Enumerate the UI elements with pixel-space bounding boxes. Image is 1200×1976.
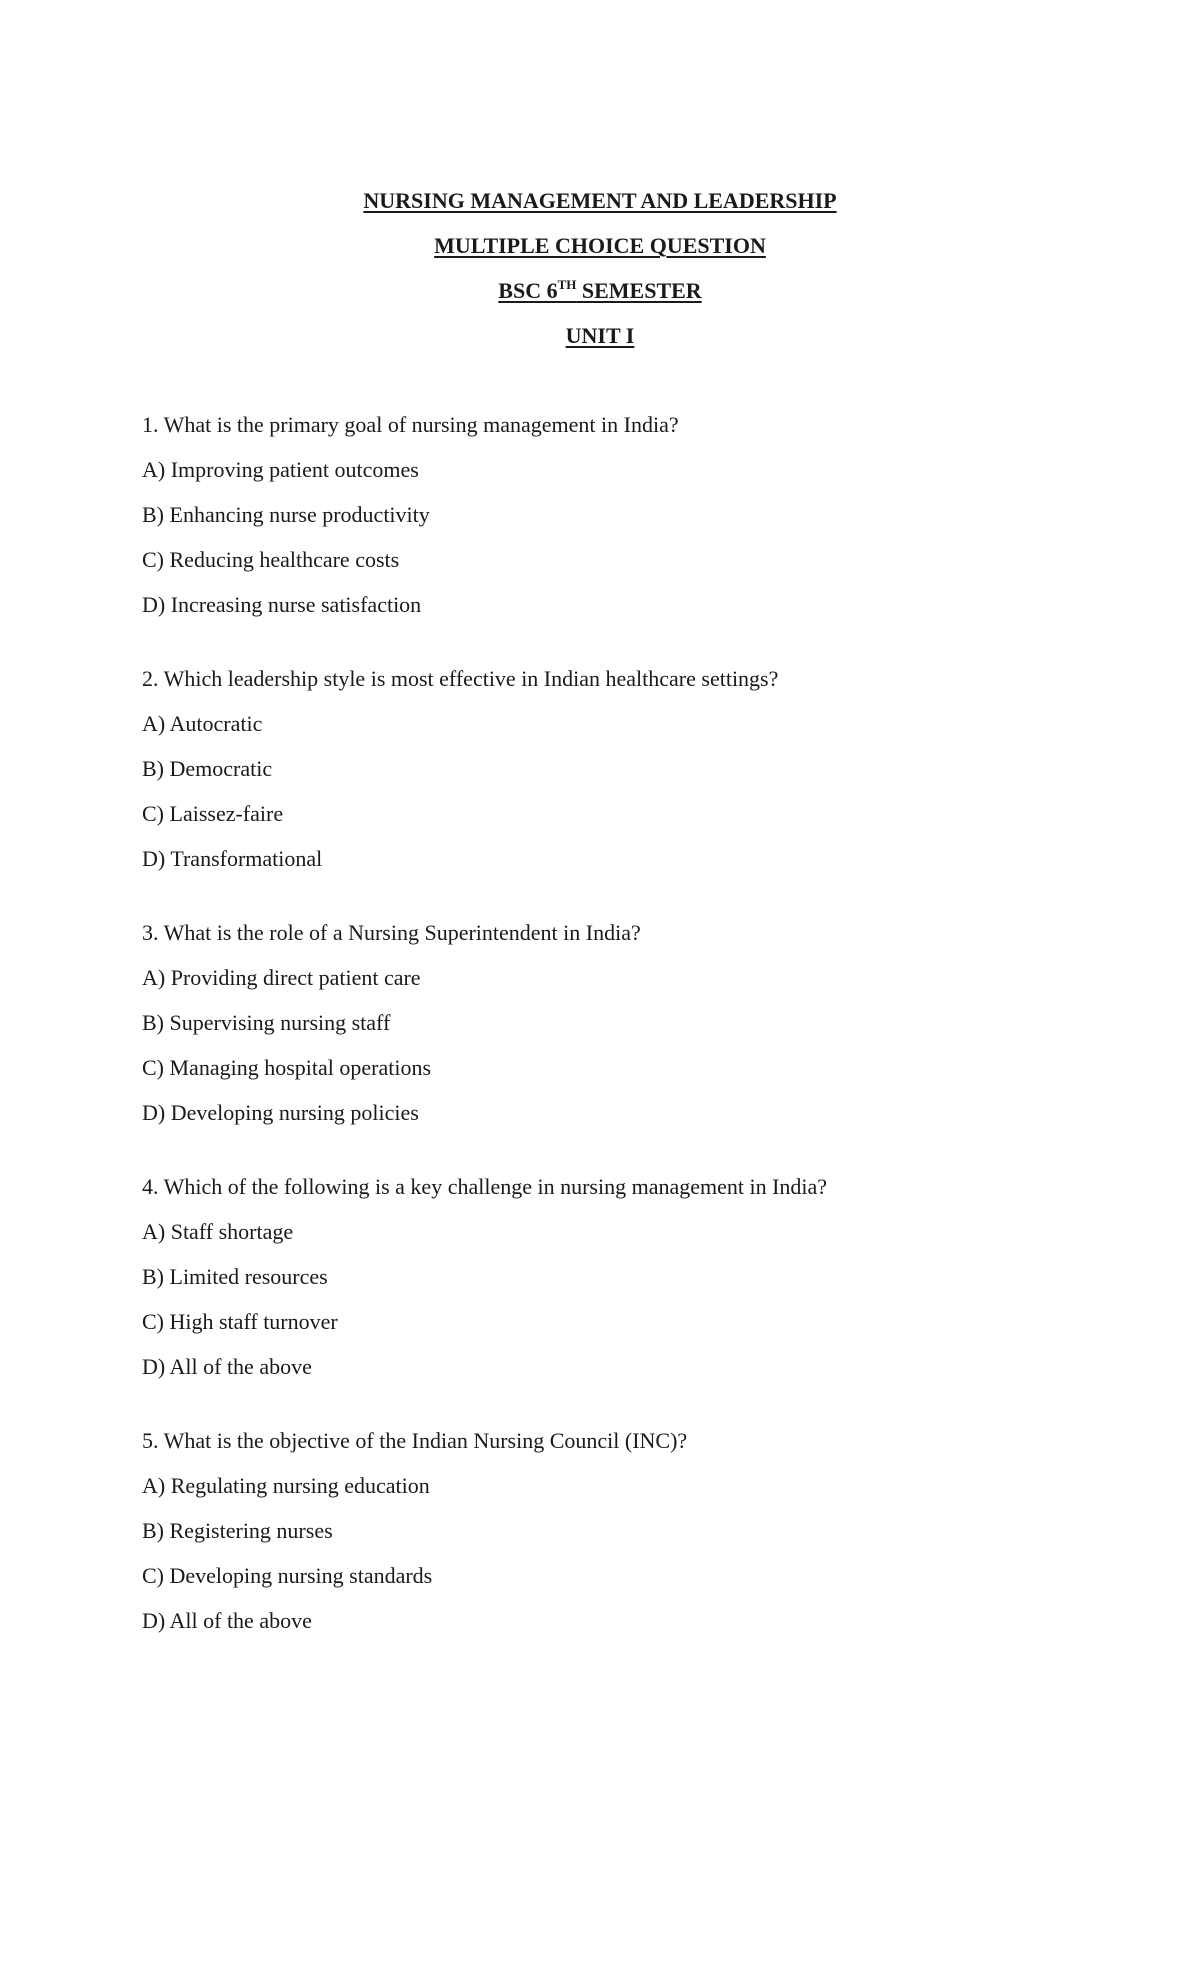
option-a: A) Improving patient outcomes xyxy=(142,457,419,482)
option-a: A) Staff shortage xyxy=(142,1219,294,1244)
question-block xyxy=(142,664,1102,873)
semester-suffix: SEMESTER xyxy=(576,278,702,303)
document-header xyxy=(0,186,1200,366)
question-text: 3. What is the role of a Nursing Superintendent in India? xyxy=(142,920,641,945)
option-a: A) Autocratic xyxy=(142,711,263,736)
question-list xyxy=(142,410,1102,1680)
question-text: 1. What is the primary goal of nursing management in India? xyxy=(142,412,679,437)
option-b: B) Registering nurses xyxy=(142,1518,333,1543)
option-d: D) Developing nursing policies xyxy=(142,1100,419,1125)
option-b: B) Supervising nursing staff xyxy=(142,1010,391,1035)
option-c: C) Reducing healthcare costs xyxy=(142,547,400,572)
question-text: 2. Which leadership style is most effective in Indian healthcare settings? xyxy=(142,666,779,691)
question-block xyxy=(142,1172,1102,1381)
option-c: C) High staff turnover xyxy=(142,1309,338,1334)
question-block xyxy=(142,1426,1102,1635)
option-b: B) Democratic xyxy=(142,756,273,781)
option-c: C) Laissez-faire xyxy=(142,801,284,826)
question-text: 4. Which of the following is a key challenge in nursing management in India? xyxy=(142,1174,828,1199)
document-subtitle: MULTIPLE CHOICE QUESTION xyxy=(434,233,766,258)
option-b: B) Limited resources xyxy=(142,1264,328,1289)
semester-line xyxy=(0,276,1200,305)
question-block xyxy=(142,410,1102,619)
document-title: NURSING MANAGEMENT AND LEADERSHIP xyxy=(363,188,837,213)
option-d: D) All of the above xyxy=(142,1608,312,1633)
option-a: A) Providing direct patient care xyxy=(142,965,421,990)
option-d: D) Transformational xyxy=(142,846,323,871)
question-block xyxy=(142,918,1102,1127)
unit-heading: UNIT I xyxy=(565,323,635,348)
semester-prefix: BSC 6 xyxy=(498,278,558,303)
option-c: C) Managing hospital operations xyxy=(142,1055,432,1080)
option-c: C) Developing nursing standards xyxy=(142,1563,433,1588)
option-d: D) All of the above xyxy=(142,1354,312,1379)
option-a: A) Regulating nursing education xyxy=(142,1473,430,1498)
option-b: B) Enhancing nurse productivity xyxy=(142,502,430,527)
option-d: D) Increasing nurse satisfaction xyxy=(142,592,422,617)
semester-superscript: TH xyxy=(557,277,577,292)
question-text: 5. What is the objective of the Indian Nursing Council (INC)? xyxy=(142,1428,688,1453)
